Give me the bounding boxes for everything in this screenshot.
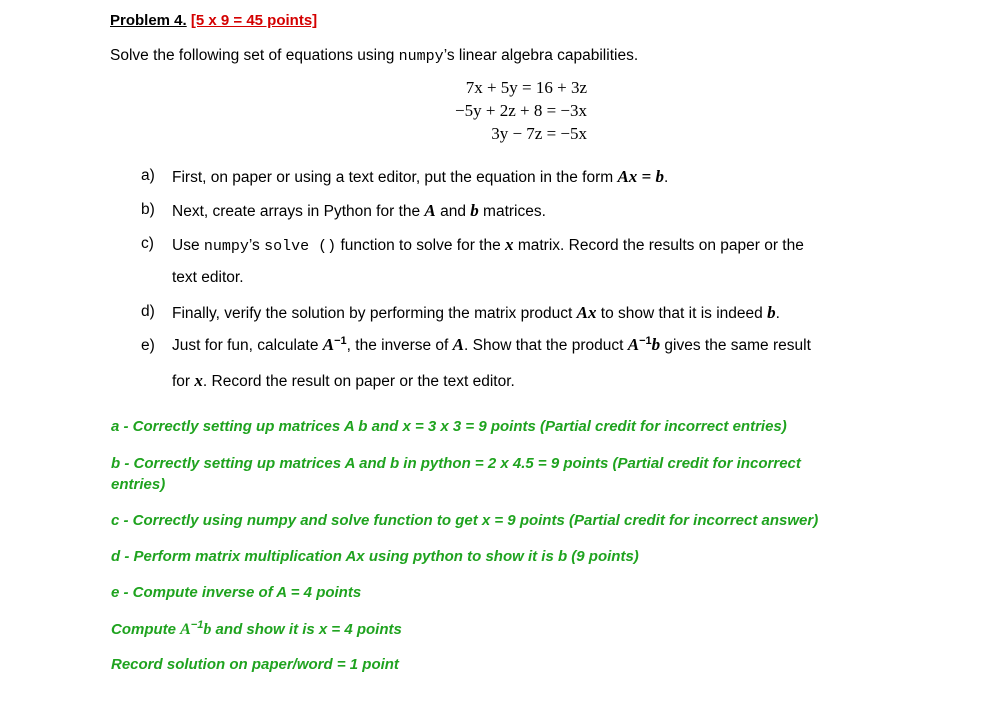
item-b-label: b)	[141, 201, 155, 218]
item-d-m1: Ax	[576, 303, 597, 322]
equation-block	[0, 78, 587, 148]
rubric-d: d - Perform matrix multiplication Ax using python to show it is b (9 points)	[111, 548, 639, 565]
rubric-c: c - Correctly using numpy and solve function to get x = 9 points (Partial credit for incorrect answer)	[111, 512, 819, 529]
problem-label: Problem 4.	[110, 12, 187, 29]
rubric-e-compute-post: and show it is x = 4 points	[211, 621, 402, 638]
intro-pre: Solve the following set of equations using	[110, 47, 399, 64]
rubric-e-compute-sup: −1	[190, 619, 204, 631]
rubric-b-line1: b - Correctly setting up matrices A and b in python = 2 x 4.5 = 9 points (Partial credit for incorrect	[111, 455, 801, 472]
equation-2: −5y + 2z + 8 = −3x	[455, 101, 587, 120]
rubric-a: a - Correctly setting up matrices A b and x = 3 x 3 = 9 points (Partial credit for incorrect entries)	[111, 418, 787, 435]
intro-post: ’s linear algebra capabilities.	[443, 47, 639, 64]
item-c-code2: solve ()	[264, 238, 337, 255]
item-e-post: gives the same result	[660, 337, 811, 355]
item-a-text	[172, 167, 668, 187]
problem-points: [5 x 9 = 45 points]	[190, 12, 318, 29]
item-e-m1: A	[322, 335, 335, 355]
item-e-sup1: −1	[334, 335, 347, 347]
item-e-line2	[172, 371, 515, 391]
intro-sentence	[110, 47, 638, 65]
item-b-mid: and	[435, 203, 471, 220]
item-e-m2: A	[452, 335, 464, 355]
rubric-e-compute-b: b	[203, 621, 212, 638]
item-c-mid1: ’s	[248, 237, 265, 254]
item-a-pre: First, on paper or using a text editor, put the equation in the form	[172, 169, 618, 186]
equation-3: 3y − 7z = −5x	[491, 124, 587, 143]
item-c-code1: numpy	[203, 238, 249, 255]
rubric-b-line2: entries)	[111, 476, 166, 493]
item-c-pre: Use	[172, 237, 204, 254]
item-b-text	[172, 201, 546, 221]
item-e-m5: x	[194, 371, 203, 390]
item-e-sup2: −1	[639, 335, 652, 347]
item-c-text	[172, 235, 804, 255]
item-c-post: matrix. Record the results on paper or the	[513, 237, 804, 254]
intro-code: numpy	[398, 48, 444, 65]
item-a-math: Ax = b	[617, 167, 664, 186]
rubric-e-compute	[111, 619, 402, 639]
rubric-e: e - Compute inverse of A = 4 points	[111, 584, 362, 601]
item-a-label: a)	[141, 167, 155, 184]
item-e-mid1: , the inverse of	[346, 337, 453, 355]
item-e-label: e)	[141, 337, 155, 354]
item-d-mid: to show that it is indeed	[596, 305, 768, 322]
rubric-e-compute-pre: Compute	[111, 621, 181, 638]
problem-title	[110, 12, 317, 29]
item-c-label: c)	[141, 235, 154, 252]
item-d-m2: b	[767, 303, 776, 322]
rubric-record: Record solution on paper/word = 1 point	[111, 656, 399, 673]
item-b-m1: A	[424, 201, 436, 220]
item-e-m4: b	[651, 335, 661, 355]
item-d-post: .	[775, 305, 780, 322]
item-c-line2: text editor.	[172, 269, 244, 286]
item-e-pre: Just for fun, calculate	[172, 337, 323, 355]
item-e-text	[172, 335, 811, 355]
rubric-e-compute-A: A	[180, 621, 191, 638]
item-d-pre: Finally, verify the solution by performing the matrix product	[172, 305, 577, 322]
item-e-m3: A	[627, 335, 640, 355]
item-c-mid2: function to solve for the	[336, 237, 506, 254]
item-b-m2: b	[470, 201, 479, 220]
item-d-text	[172, 303, 780, 323]
item-d-label: d)	[141, 303, 155, 320]
item-e-line2-pre: for	[172, 373, 195, 390]
item-b-post: matrices.	[478, 203, 546, 220]
item-b-pre: Next, create arrays in Python for the	[172, 203, 425, 220]
equation-1: 7x + 5y = 16 + 3z	[465, 78, 587, 97]
item-e-line2-post: . Record the result on paper or the text editor.	[202, 373, 515, 390]
item-e-mid2: . Show that the product	[464, 337, 628, 355]
item-a-post: .	[663, 169, 669, 186]
item-c-m1: x	[505, 235, 514, 254]
